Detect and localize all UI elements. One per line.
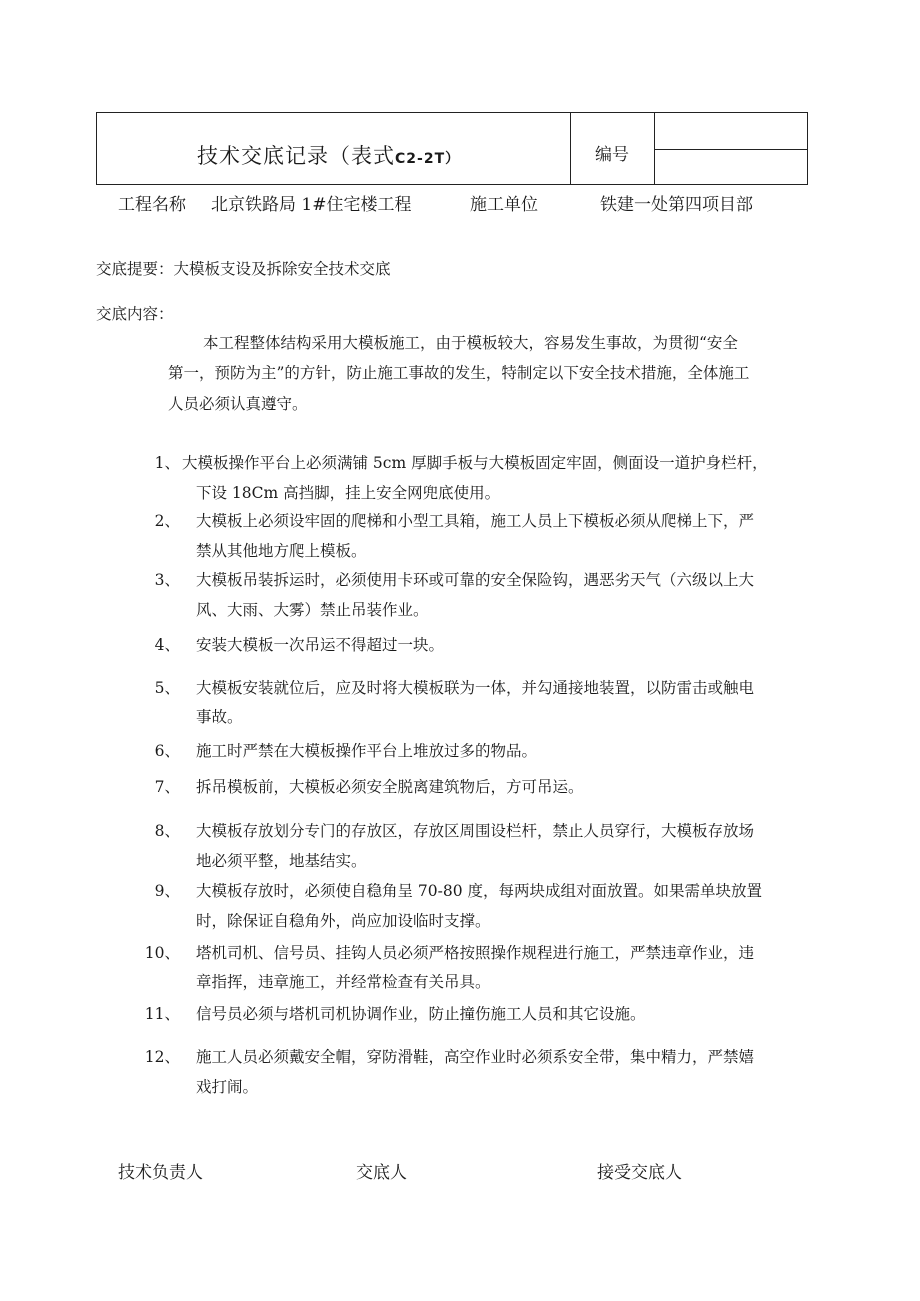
item-line: 大模板操作平台上必须满铺 5cm 厚脚手板与大模板固定牢固，侧面设一道护身栏杆， bbox=[182, 454, 768, 472]
item-line: 施工人员必须戴安全帽，穿防滑鞋，高空作业时必须系安全带，集中精力，严禁嬉 bbox=[196, 1048, 755, 1066]
summary-value: 大模板支设及拆除安全技术交底 bbox=[173, 260, 391, 278]
presenter-signature-label: 交底人 bbox=[356, 1163, 407, 1183]
item-number: 10、 bbox=[144, 944, 180, 962]
item-line: 安装大模板一次吊运不得超过一块。 bbox=[196, 636, 445, 654]
item-line: 大模板安装就位后，应及时将大模板联为一体，并勾通接地装置，以防雷击或触电 bbox=[196, 679, 755, 697]
summary-line bbox=[96, 257, 391, 279]
construction-unit-label: 施工单位 bbox=[470, 195, 538, 215]
receiver-signature-label: 接受交底人 bbox=[597, 1163, 682, 1183]
tech-lead-signature-label: 技术负责人 bbox=[118, 1163, 203, 1183]
summary-label: 交底提要： bbox=[96, 260, 174, 278]
item-number: 2、 bbox=[154, 512, 180, 530]
item-number: 8、 bbox=[154, 822, 180, 840]
project-name-value: 北京铁路局 1#住宅楼工程 bbox=[211, 195, 412, 215]
item-number: 4、 bbox=[154, 636, 180, 654]
item-line: 时，除保证自稳角外，尚应加设临时支撑。 bbox=[196, 912, 491, 930]
item-line: 大模板上必须设牢固的爬梯和小型工具箱，施工人员上下模板必须从爬梯上下，严 bbox=[196, 512, 755, 530]
item-line: 禁从其他地方爬上模板。 bbox=[196, 542, 367, 560]
project-name-label: 工程名称 bbox=[118, 195, 186, 215]
item-number: 3、 bbox=[154, 571, 180, 589]
table-divider bbox=[570, 113, 571, 184]
item-line: 风、大雨、大雾）禁止吊装作业。 bbox=[196, 601, 429, 619]
header-table bbox=[96, 112, 808, 185]
number-value[interactable] bbox=[659, 119, 799, 143]
item-line: 大模板存放划分专门的存放区，存放区周围设栏杆，禁止人员穿行，大模板存放场 bbox=[196, 822, 755, 840]
item-line: 大模板存放时，必须使自稳角呈 70-80 度，每两块成组对面放置。如果需单块放置 bbox=[196, 882, 763, 900]
item-line: 塔机司机、信号员、挂钩人员必须严格按照操作规程进行施工，严禁违章作业，违 bbox=[196, 944, 755, 962]
item-number: 12、 bbox=[144, 1048, 180, 1066]
item-line: 事故。 bbox=[196, 708, 243, 726]
item-line: 大模板吊装拆运时，必须使用卡环或可靠的安全保险钩，遇恶劣天气（六级以上大 bbox=[196, 571, 755, 589]
item-number: 9、 bbox=[154, 882, 180, 900]
intro-line: 本工程整体结构采用大模板施工，由于模板较大，容易发生事故，为贯彻“安全 bbox=[203, 334, 738, 352]
item-line: 章指挥，违章施工，并经常检查有关吊具。 bbox=[196, 973, 491, 991]
item-line: 拆吊模板前，大模板必须安全脱离建筑物后，方可吊运。 bbox=[196, 778, 584, 796]
intro-line: 人员必须认真遵守。 bbox=[168, 395, 308, 413]
intro-line: 第一，预防为主”的方针，防止施工事故的发生，特制定以下安全技术措施，全体施工 bbox=[168, 364, 750, 382]
item-number: 11、 bbox=[144, 1005, 180, 1023]
form-code: C2-2T） bbox=[395, 151, 461, 167]
item-number: 5、 bbox=[154, 679, 180, 697]
item-line: 地必须平整，地基结实。 bbox=[196, 852, 367, 870]
item-line: 信号员必须与塔机司机协调作业，防止撞伤施工人员和其它设施。 bbox=[196, 1005, 646, 1023]
item-line: 下设 18Cm 高挡脚，挂上安全网兜底使用。 bbox=[196, 484, 501, 502]
number-label: 编号 bbox=[595, 145, 629, 165]
content-label: 交底内容： bbox=[96, 305, 174, 323]
document-title bbox=[197, 140, 460, 170]
construction-unit-value: 铁建一处第四项目部 bbox=[600, 195, 753, 215]
item-line: 施工时严禁在大模板操作平台上堆放过多的物品。 bbox=[196, 742, 538, 760]
item-number: 6、 bbox=[154, 742, 180, 760]
table-divider bbox=[654, 149, 807, 150]
title-text: 技术交底记录（表式 bbox=[197, 144, 395, 168]
item-line: 戏打闹。 bbox=[196, 1078, 259, 1096]
item-number: 7、 bbox=[154, 778, 180, 796]
item-number: 1、 bbox=[154, 454, 180, 472]
